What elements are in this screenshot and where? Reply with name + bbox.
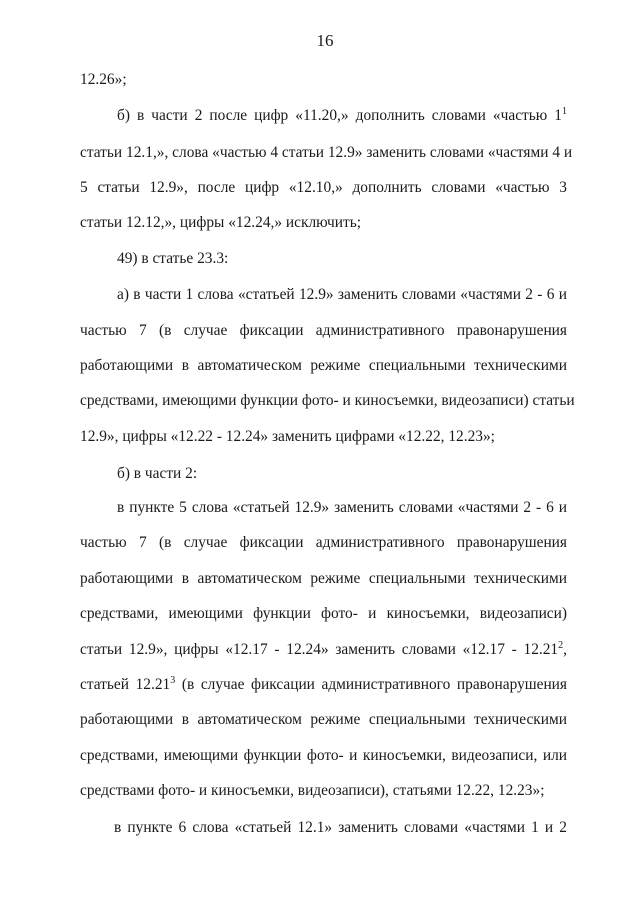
text-line [80, 213, 567, 233]
text-line [80, 321, 567, 341]
text-line [80, 781, 567, 801]
line-text: статьи 12.1,», слова «частью 4 статьи 12.9» заменить словами «частями 4 и [80, 144, 573, 161]
line-text: работающими в автоматическом режиме специальными техническими [80, 570, 567, 587]
text-line [80, 143, 573, 163]
text-line [117, 464, 567, 484]
text-line [117, 498, 567, 518]
line-text: 12.9», цифры «12.22 - 12.24» заменить цифрами «12.22, 12.23»; [80, 428, 495, 445]
text-line [80, 640, 567, 660]
line-text: в пункте 6 слова «статьей 12.1» заменить словами «частями 1 и 2 [114, 819, 567, 836]
text-line [117, 106, 567, 126]
line-text: статьи 12.12,», цифры «12.24,» исключить; [80, 214, 362, 231]
text-line [80, 533, 567, 553]
superscript: 1 [562, 106, 567, 117]
text-line [80, 427, 567, 447]
text-line [80, 746, 567, 766]
line-text: средствами, имеющими функции фото- и киносъемки, видеозаписи) [80, 605, 567, 622]
line-text: статьи 12.9», цифры «12.17 - 12.24» заменить словами «12.17 - 12.21 [80, 641, 559, 658]
line-text: 49) в статье 23.3: [117, 250, 229, 267]
superscript: 2 [558, 640, 564, 651]
line-text: средствами, имеющими функции фото- и киносъемки, видеозаписи) статьи [80, 392, 575, 409]
text-line [80, 178, 567, 198]
text-line [80, 710, 567, 730]
line-tail: , [563, 641, 567, 658]
line-text: работающими в автоматическом режиме специальными техническими [80, 711, 567, 728]
line-text: в пункте 5 слова «статьей 12.9» заменить словами «частями 2 - 6 и [117, 499, 567, 516]
line-text: средствами фото- и киносъемки, видеозаписи), статьями 12.22, 12.23»; [80, 782, 545, 799]
line-text: частью 7 (в случае фиксации административного правонарушения [80, 534, 567, 551]
line-tail: (в случае фиксации административного правонарушения [175, 676, 568, 693]
line-text: частью 7 (в случае фиксации административного правонарушения [80, 322, 567, 339]
line-text: 5 статьи 12.9», после цифр «12.10,» дополнить словами «частью 3 [80, 179, 567, 196]
text-line [80, 391, 575, 411]
line-text: статьей 12.21 [80, 676, 171, 693]
line-text: б) в части 2 после цифр «11.20,» дополнить словами «частью 1 [117, 107, 562, 124]
page-number: 16 [316, 31, 334, 50]
text-line [80, 70, 567, 90]
text-line [117, 249, 567, 269]
line-text: работающими в автоматическом режиме специальными техническими [80, 357, 567, 374]
text-line [80, 569, 567, 589]
line-text: а) в части 1 слова «статьей 12.9» заменить словами «частями 2 - 6 и [117, 286, 567, 303]
text-line [117, 285, 567, 305]
line-text: б) в части 2: [117, 465, 198, 482]
text-line [114, 818, 567, 838]
text-line [80, 356, 567, 376]
superscript: 3 [170, 675, 176, 686]
line-text: средствами, имеющими функции фото- и киносъемки, видеозаписи, или [80, 747, 567, 764]
text-line [80, 675, 567, 695]
text-line [80, 604, 567, 624]
line-text: 12.26»; [80, 71, 127, 88]
